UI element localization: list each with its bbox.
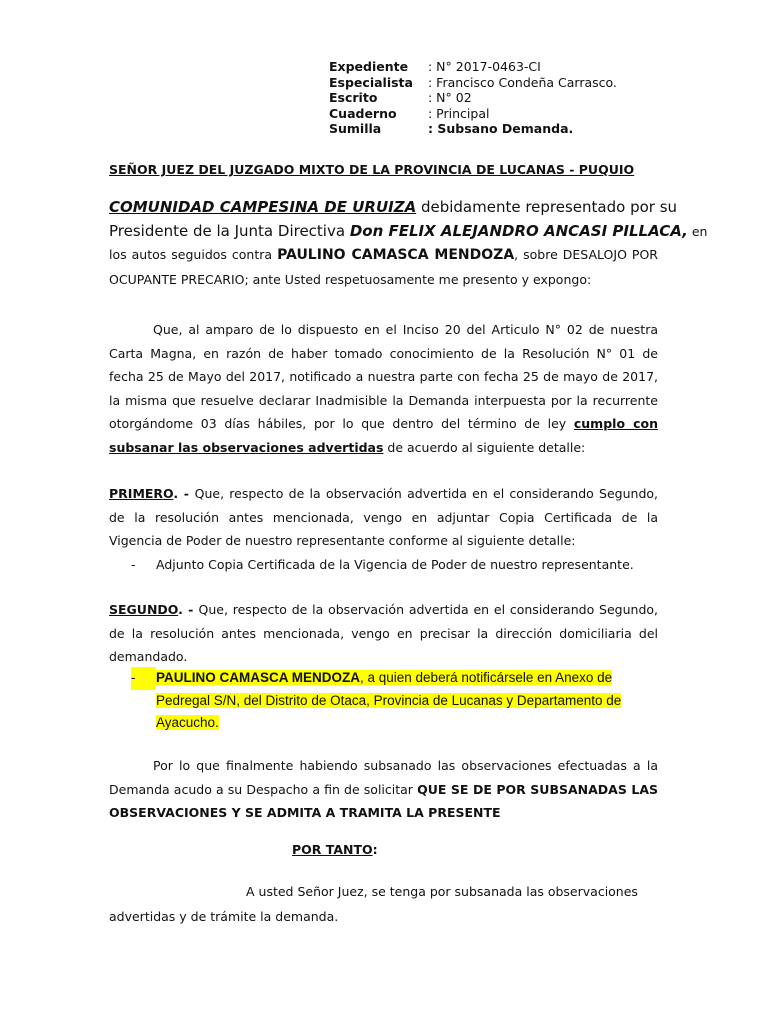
bullet-text: Adjunto Copia Certificada de la Vigencia de Poder de nuestro representante. (156, 556, 634, 572)
intro-line (109, 220, 708, 244)
header-row-sumilla (329, 121, 617, 137)
final-line: OBSERVACIONES Y SE ADMITA A TRAMITA LA PRESENTE (109, 805, 501, 820)
final-paragraph (109, 754, 658, 825)
community-name: COMUNIDAD CAMPESINA DE URUIZA (109, 198, 417, 216)
section-primero (109, 482, 658, 576)
spacer (131, 690, 156, 713)
section-segundo (109, 598, 658, 669)
section-separator: . - (178, 602, 199, 617)
paragraph-text: de acuerdo al siguiente detalle: (383, 439, 586, 455)
bullet-dash: - (131, 667, 156, 690)
closing-paragraph (109, 879, 658, 929)
final-line: Por lo que finalmente habiendo subsanado las observaciones efectuadas a la (153, 758, 658, 773)
section-line: de la resolución antes mencionada, vengo en precisar la dirección domiciliaria del (109, 625, 658, 641)
por-tanto-label: POR TANTO (292, 842, 373, 857)
header-value: : Principal (428, 105, 490, 121)
highlighted-address (131, 667, 658, 735)
section-text: Que, respecto de la observación advertida en el considerando Segundo, (198, 602, 659, 617)
bullet-item (109, 553, 658, 577)
header-label: Especialista (329, 74, 413, 90)
paragraph-que (109, 318, 658, 459)
header-label: Sumilla (329, 121, 382, 136)
intro-text: los autos seguidos contra (109, 247, 278, 262)
request-text: QUE SE DE POR SUBSANADAS LAS (417, 781, 658, 797)
header-value: : Subsano Demanda. (428, 121, 574, 136)
header-label: Cuaderno (329, 105, 397, 121)
header-row-escrito (329, 90, 617, 106)
spacer (131, 712, 156, 735)
header-value: : N° 02 (428, 90, 472, 105)
president-name: Don FELIX ALEJANDRO ANCASI PILLACA, (349, 221, 688, 240)
emphasis-text: subsanar las observaciones advertidas (109, 439, 384, 455)
header-value: : N° 2017-0463-CI (428, 59, 541, 74)
paragraph-line: Que, al amparo de lo dispuesto en el Inciso 20 del Articulo N° 02 de nuestra (153, 322, 658, 337)
highlight-row (131, 712, 658, 735)
final-text: Demanda acudo a su Despacho a fin de solicitar (109, 781, 418, 797)
paragraph-line: fecha 25 de Mayo del 2017, notificado a nuestra parte con fecha 25 de mayo de 2017, (109, 369, 658, 384)
por-tanto-heading (292, 842, 378, 857)
highlight-text (156, 712, 658, 735)
final-line (109, 778, 658, 802)
paragraph-line: la misma que resuelve declarar Inadmisible la Demanda interpuesta por la recurrente (109, 392, 658, 408)
paragraph-line (109, 412, 658, 436)
intro-text: en (687, 223, 708, 239)
header-label: Expediente (329, 59, 409, 74)
highlight-span: Ayacucho. (156, 715, 219, 730)
section-separator: . - (173, 486, 195, 501)
section-line: de la resolución antes mencionada, vengo en adjuntar Copia Certificada de la (109, 509, 658, 525)
intro-text: Presidente de la Junta Directiva (109, 221, 350, 240)
defendant-name: PAULINO CAMASCA MENDOZA (277, 247, 515, 263)
section-line: Vigencia de Poder de nuestro representante conforme al siguiente detalle: (109, 533, 576, 548)
emphasis-text: cumplo con (573, 416, 658, 431)
section-line (109, 482, 658, 506)
header-row-expediente (329, 59, 617, 75)
header-value: : Francisco Condeña Carrasco. (428, 74, 617, 90)
section-line: demandado. (109, 649, 188, 664)
intro-line: OCUPANTE PRECARIO; ante Usted respetuosamente me presento y expongo: (109, 271, 592, 287)
paragraph-line: Carta Magna, en razón de haber tomado conocimiento de la Resolución N° 01 de (109, 345, 658, 361)
section-text: Que, respecto de la observación advertida en el considerando Segundo, (194, 486, 659, 501)
highlight-span (156, 670, 612, 685)
highlight-row (131, 690, 658, 713)
defendant-name: PAULINO CAMASCA MENDOZA (156, 670, 360, 685)
highlight-row (131, 667, 658, 690)
case-header (329, 59, 617, 137)
por-tanto-colon: : (372, 842, 378, 857)
addressee-line: SEÑOR JUEZ DEL JUZGADO MIXTO DE LA PROVINCIA DE LUCANAS - PUQUIO (109, 162, 635, 177)
intro-line (109, 196, 678, 220)
highlight-text (156, 690, 658, 713)
paragraph-line (109, 436, 658, 460)
intro-text: , sobre DESALOJO POR (514, 247, 658, 262)
highlight-text (156, 667, 658, 690)
highlight-span: Pedregal S/N, del Distrito de Otaca, Provincia de Lucanas y Departamento de (156, 692, 622, 708)
closing-line: A usted Señor Juez, se tenga por subsanada las observaciones (246, 884, 638, 899)
section-label: SEGUNDO (109, 602, 179, 617)
intro-line (109, 243, 658, 268)
intro-text: debidamente representado por su (416, 198, 678, 216)
header-label: Escrito (329, 90, 378, 105)
section-line (109, 598, 658, 622)
highlight-text: , a quien deberá notificársele en Anexo de (360, 670, 613, 685)
closing-line: advertidas y de trámite la demanda. (109, 909, 339, 924)
paragraph-text: otorgándome 03 días hábiles, por lo que dentro del término de ley (109, 416, 574, 431)
bullet-dash: - (131, 556, 136, 572)
intro-paragraph (109, 196, 708, 291)
section-label: PRIMERO (109, 486, 174, 501)
header-row-cuaderno (329, 106, 617, 122)
header-row-especialista (329, 75, 617, 91)
